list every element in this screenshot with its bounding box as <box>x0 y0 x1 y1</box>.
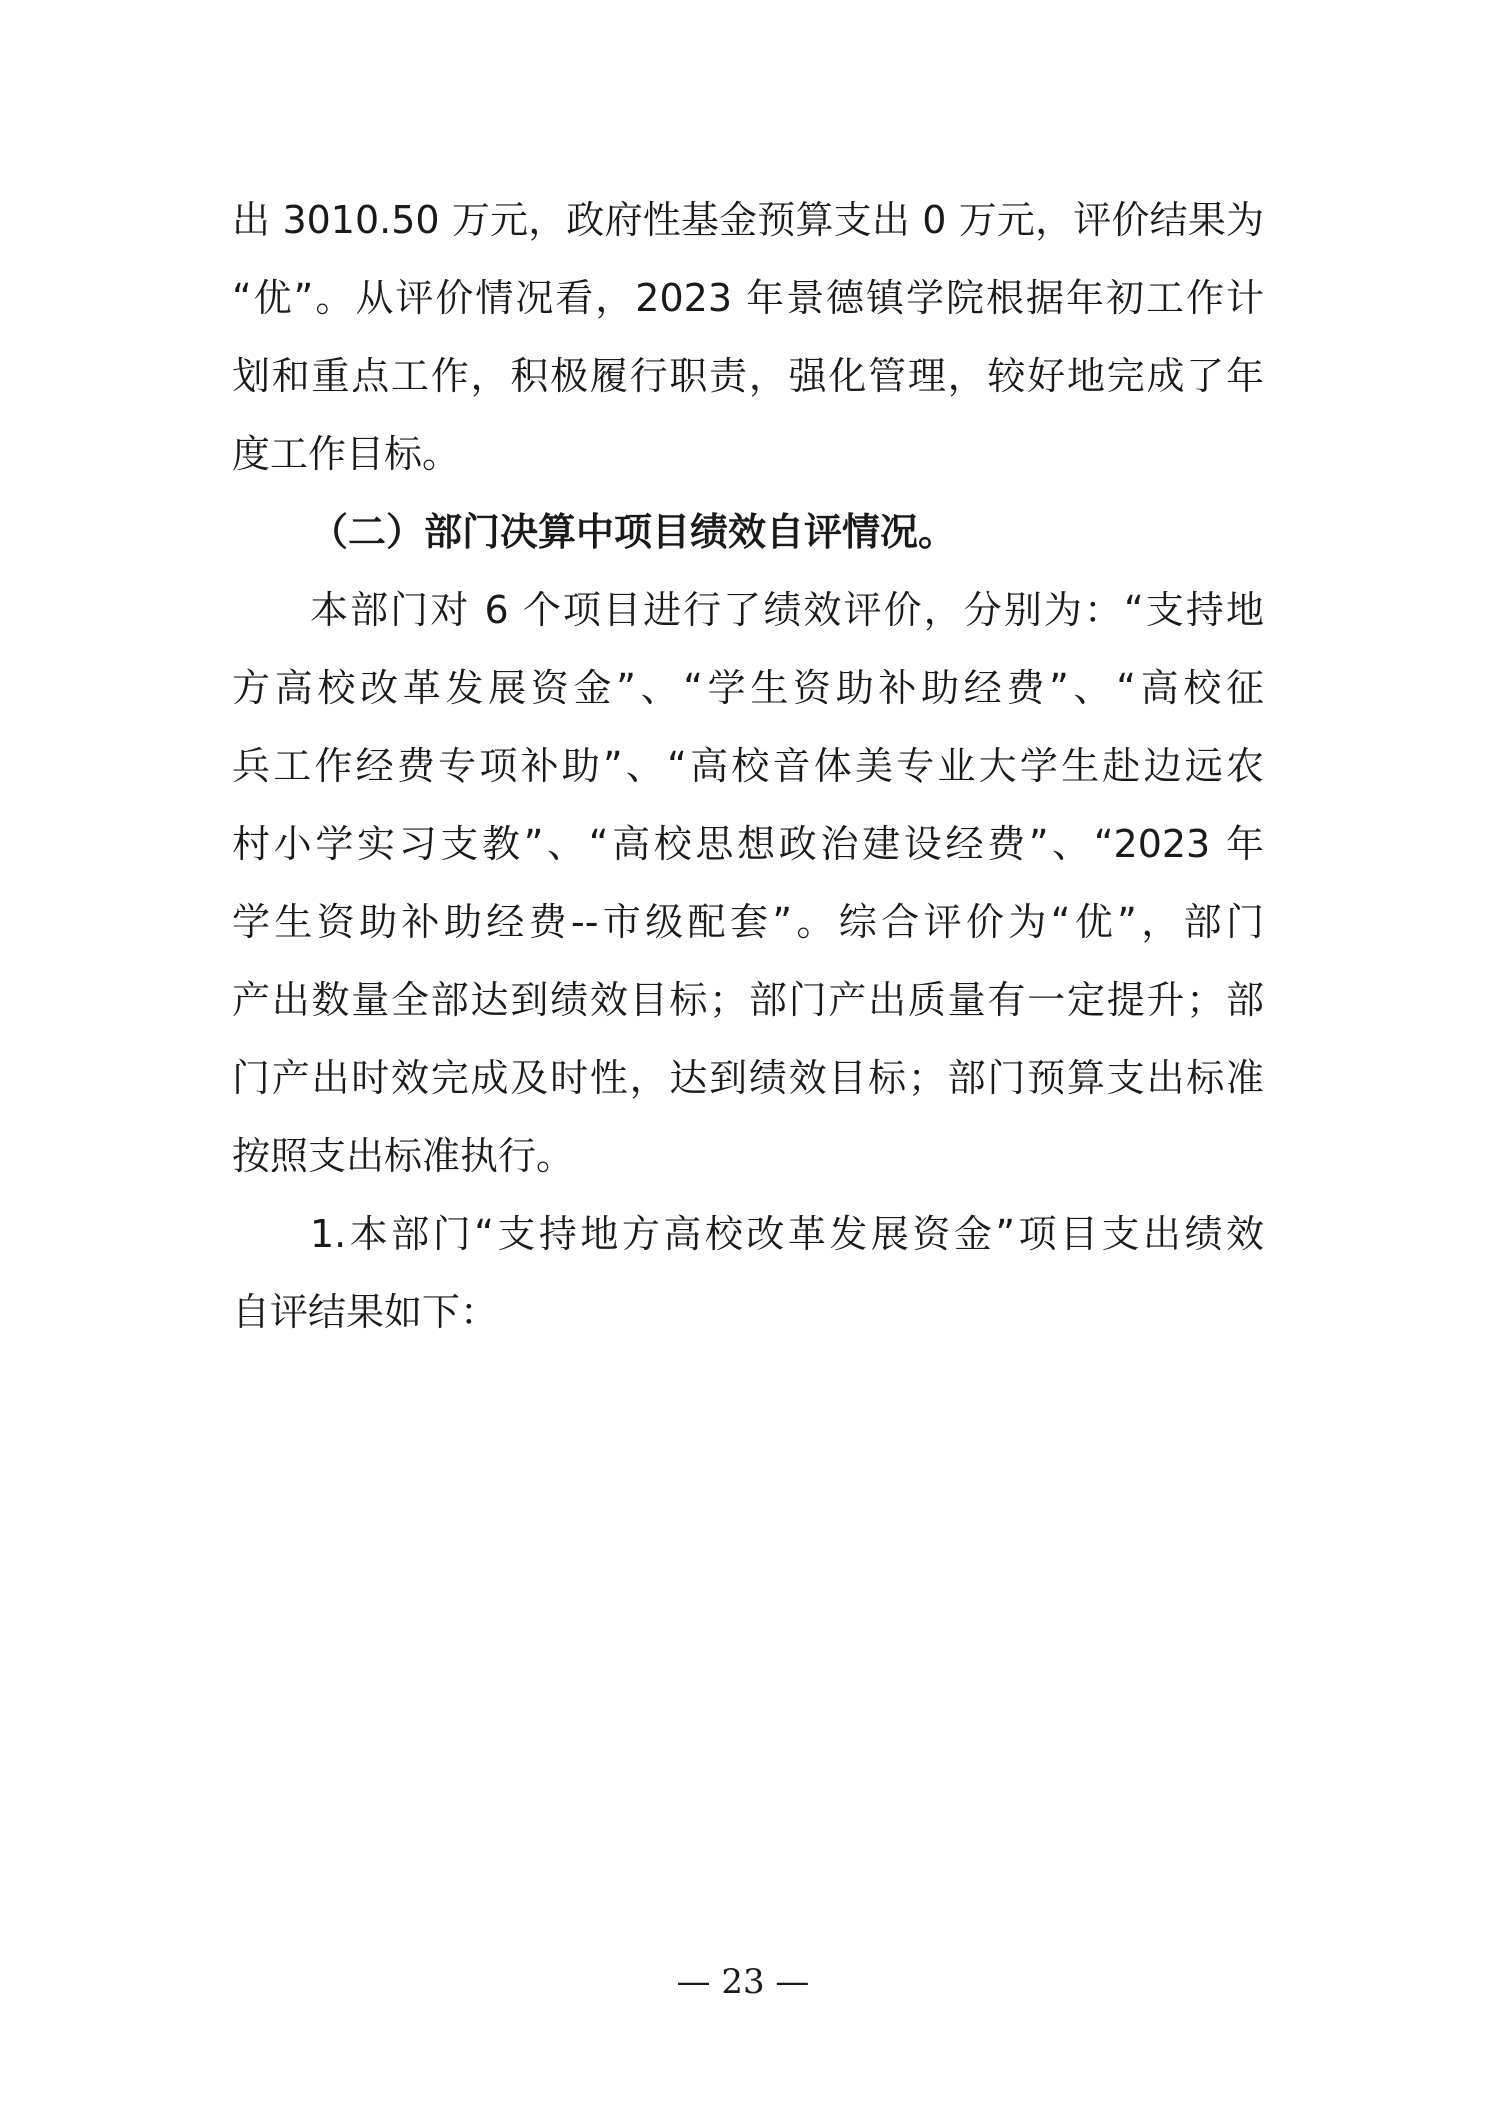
paragraph-line: 度工作目标。 <box>232 432 461 476</box>
paragraph-line: 自评结果如下： <box>232 1290 499 1334</box>
paragraph-line: 村小学实习支教”、“高校思想政治建设经费”、“2023 年 <box>232 822 1264 866</box>
paragraph-line: 1.本部门“支持地方高校改革发展资金”项目支出绩效 <box>310 1212 1264 1256</box>
paragraph-line: 产出数量全部达到绩效目标；部门产出质量有一定提升；部 <box>232 978 1264 1022</box>
page-number: — 23 — <box>676 1962 810 2002</box>
paragraph-line: 学生资助补助经费--市级配套”。综合评价为“优”，部门 <box>232 900 1264 944</box>
paragraph-line: 划和重点工作，积极履行职责，强化管理，较好地完成了年 <box>232 354 1264 398</box>
paragraph-line: 兵工作经费专项补助”、“高校音体美专业大学生赴边远农 <box>232 744 1264 788</box>
paragraph-line: 门产出时效完成及时性，达到绩效目标；部门预算支出标准 <box>232 1056 1264 1100</box>
paragraph-line: 按照支出标准执行。 <box>232 1134 575 1178</box>
paragraph-line: 出 3010.50 万元，政府性基金预算支出 0 万元，评价结果为 <box>232 198 1264 242</box>
section-heading: （二）部门决算中项目绩效自评情况。 <box>310 510 957 554</box>
paragraph-line: 本部门对 6 个项目进行了绩效评价，分别为：“支持地 <box>310 588 1264 632</box>
paragraph-line: “优”。从评价情况看，2023 年景德镇学院根据年初工作计 <box>232 276 1264 320</box>
paragraph-line: 方高校改革发展资金”、“学生资助补助经费”、“高校征 <box>232 666 1264 710</box>
